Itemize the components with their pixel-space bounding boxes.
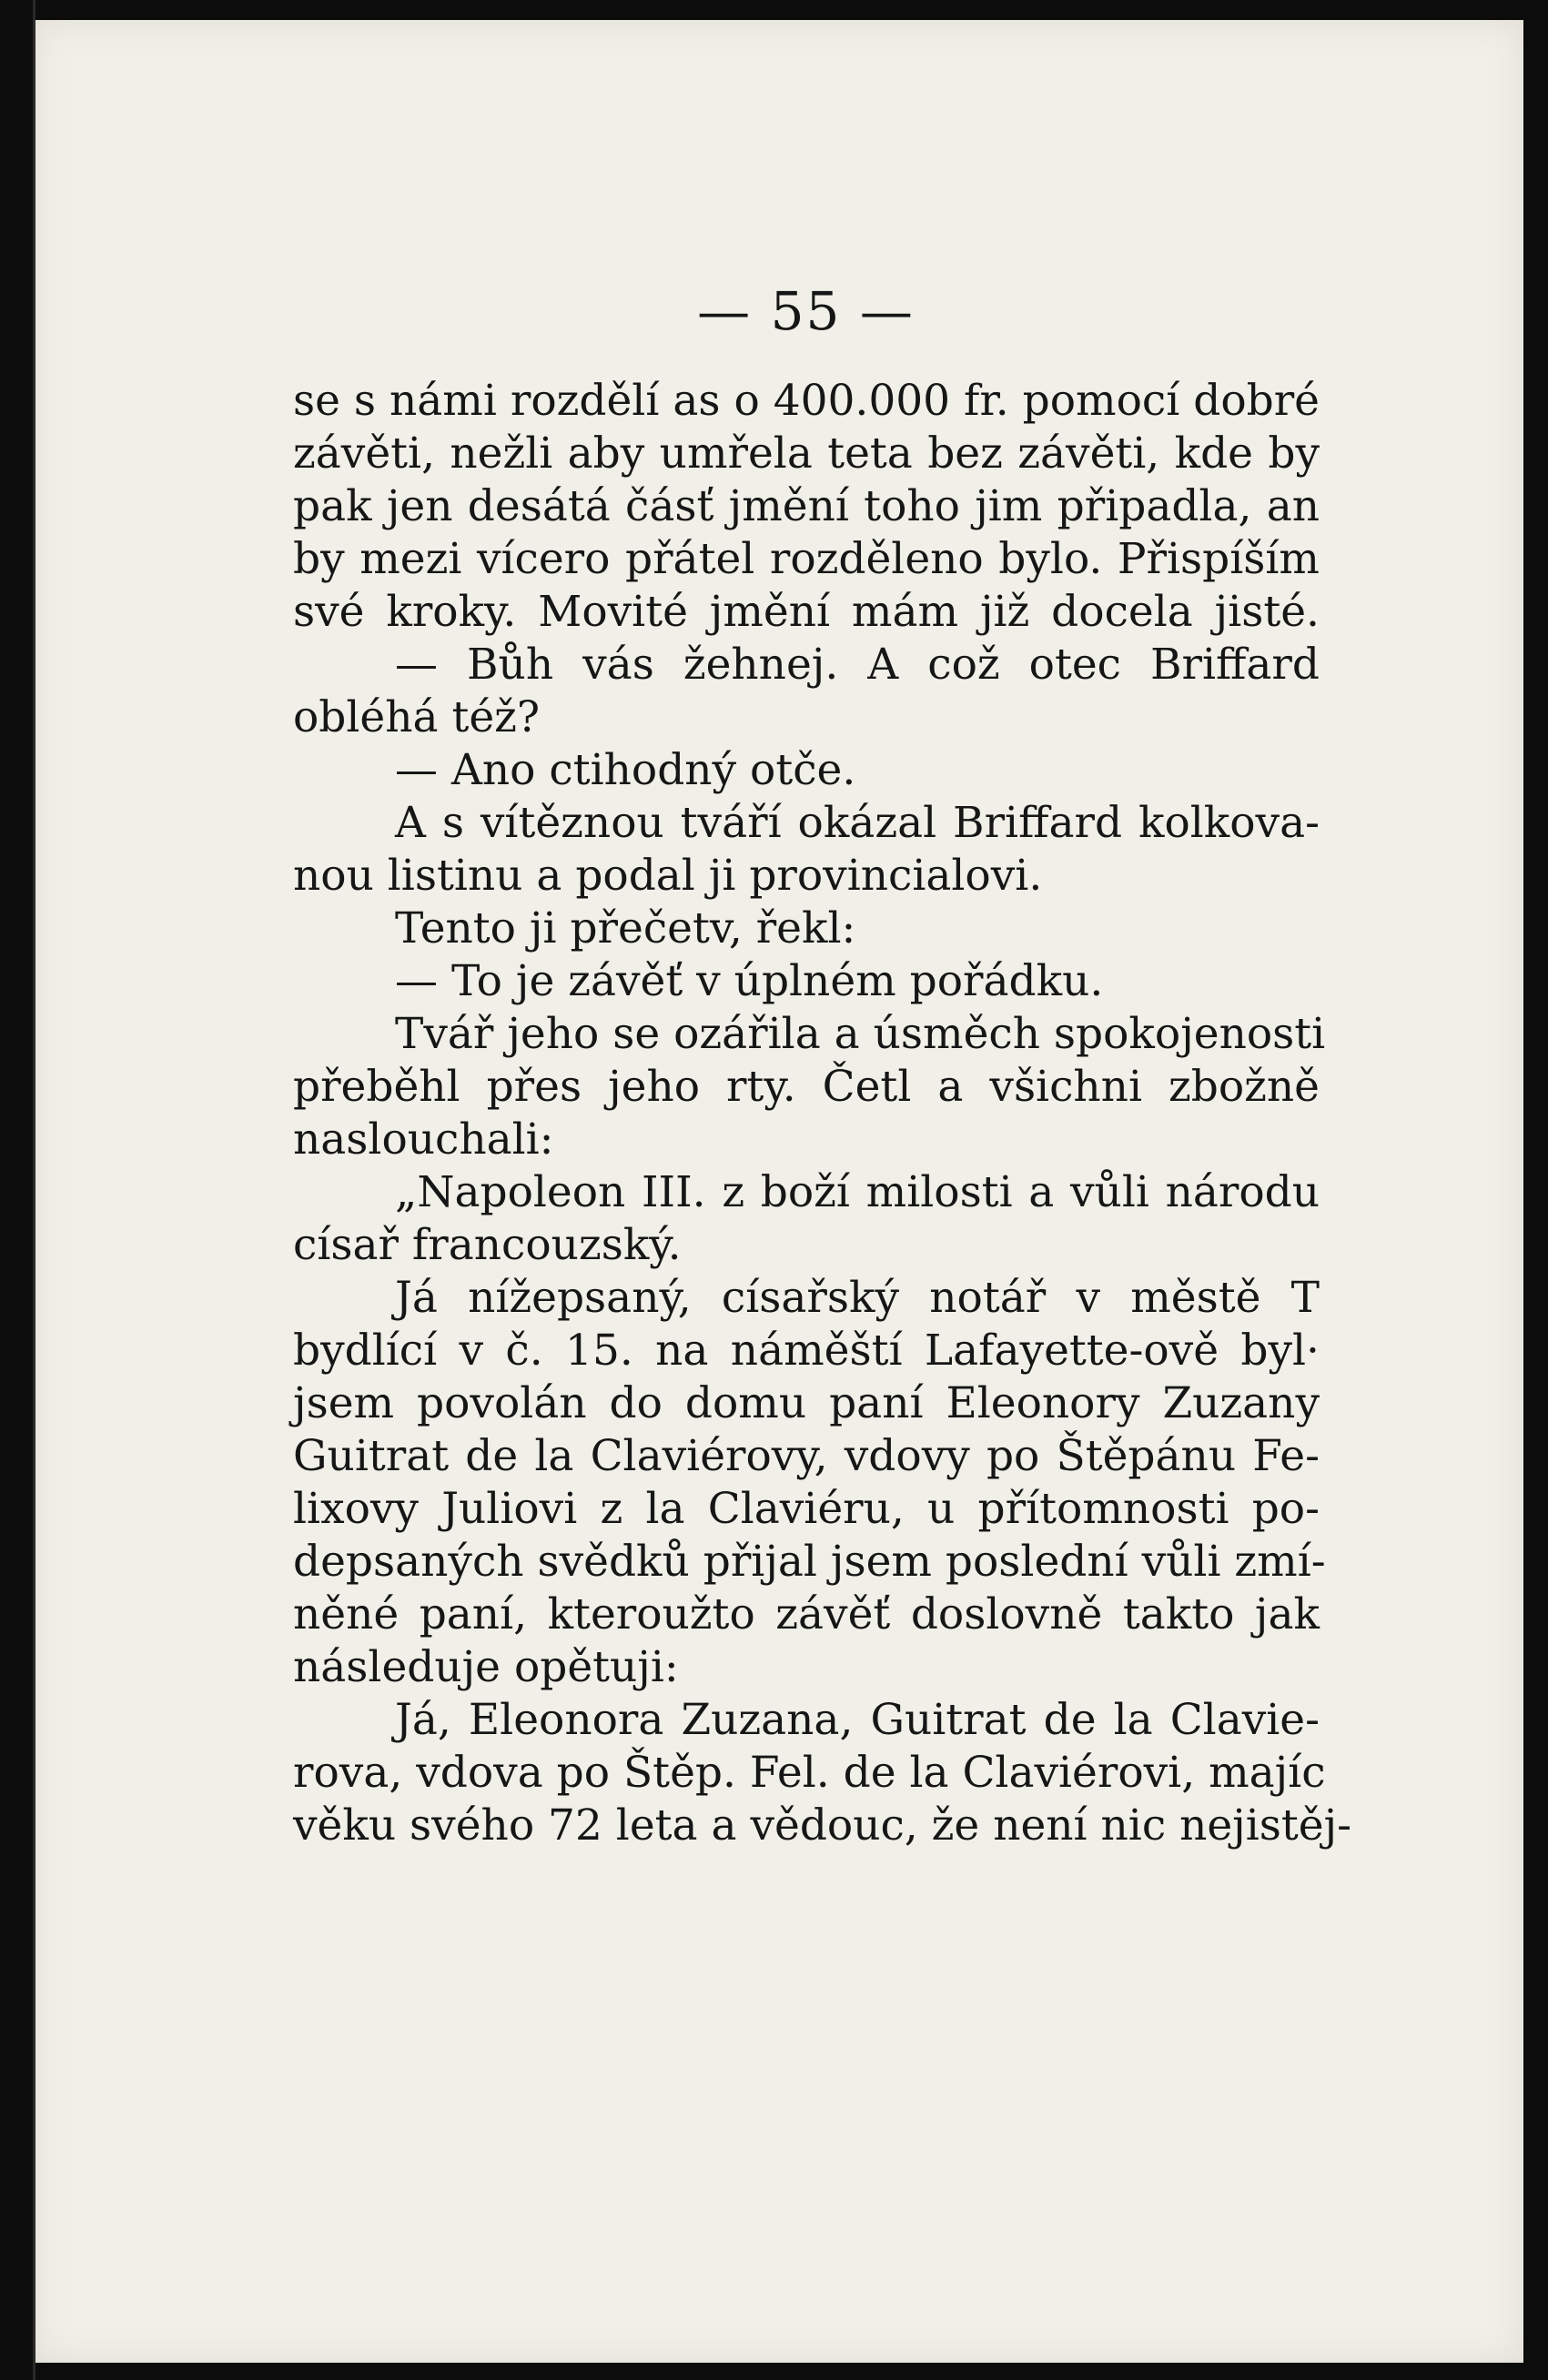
text-line: naslouchali:	[293, 1114, 554, 1165]
text-line: císař francouzský.	[293, 1220, 682, 1270]
text-line: Já, Eleonora Zuzana, Guitrat de la Clavie-	[395, 1695, 1320, 1745]
text-line: A s vítěznou tváří okázal Briffard kolkova-	[395, 798, 1320, 848]
text-line: Tvář jeho se ozářila a úsměch spokojenosti	[395, 1009, 1326, 1059]
text-line: obléhá též?	[293, 692, 541, 742]
page-number: — 55 —	[697, 280, 915, 342]
text-line: rova, vdova po Štěp. Fel. de la Claviérovi, majíc	[293, 1748, 1326, 1798]
body-text	[293, 375, 1352, 1852]
text-line: jsem povolán do domu paní Eleonory Zuzany	[293, 1378, 1320, 1428]
text-line: depsaných svědků přijal jsem poslední vůli zmí-	[293, 1537, 1326, 1587]
text-line: své kroky. Movité jmění mám již docela jisté.	[293, 587, 1320, 637]
text-line: přeběhl přes jeho rty. Četl a všichni zbožně	[293, 1062, 1320, 1112]
text-line: lixovy Juliovi z la Claviéru, u přítomnosti po-	[293, 1484, 1320, 1534]
text-line: nou listinu a podal ji provincialovi.	[293, 851, 1043, 901]
text-line: věku svého 72 leta a vědouc, že není nic nejistěj-	[293, 1800, 1352, 1851]
text-line: něné paní, kteroužto závěť doslovně takto jak	[293, 1589, 1320, 1639]
text-line: Já nížepsaný, císařský notář v městě T	[395, 1273, 1320, 1323]
text-line: bydlící v č. 15. na náměští Lafayette-ově byl·	[293, 1326, 1320, 1376]
text-line: pak jen desátá čásť jmění toho jim připadla, an	[293, 481, 1320, 531]
text-line: „Napoleon III. z boží milosti a vůli národu	[395, 1167, 1320, 1217]
text-line: se s námi rozdělí as o 400.000 fr. pomocí dobré	[293, 376, 1320, 426]
text-line: — To je závěť v úplném pořádku.	[395, 956, 1104, 1006]
text-line: Guitrat de la Claviérovy, vdovy po Štěpánu Fe-	[293, 1431, 1320, 1481]
text-line: — Bůh vás žehnej. A což otec Briffard	[395, 640, 1320, 690]
text-line: Tento ji přečetv, řekl:	[395, 903, 856, 953]
text-line: závěti, nežli aby umřela teta bez závěti, kde by	[293, 429, 1320, 479]
page-binding-edge	[33, 0, 35, 2380]
text-line: následuje opětuji:	[293, 1642, 679, 1692]
text-line: — Ano ctihodný otče.	[395, 745, 856, 795]
text-line: by mezi vícero přátel rozděleno bylo. Přispíším	[293, 534, 1320, 584]
